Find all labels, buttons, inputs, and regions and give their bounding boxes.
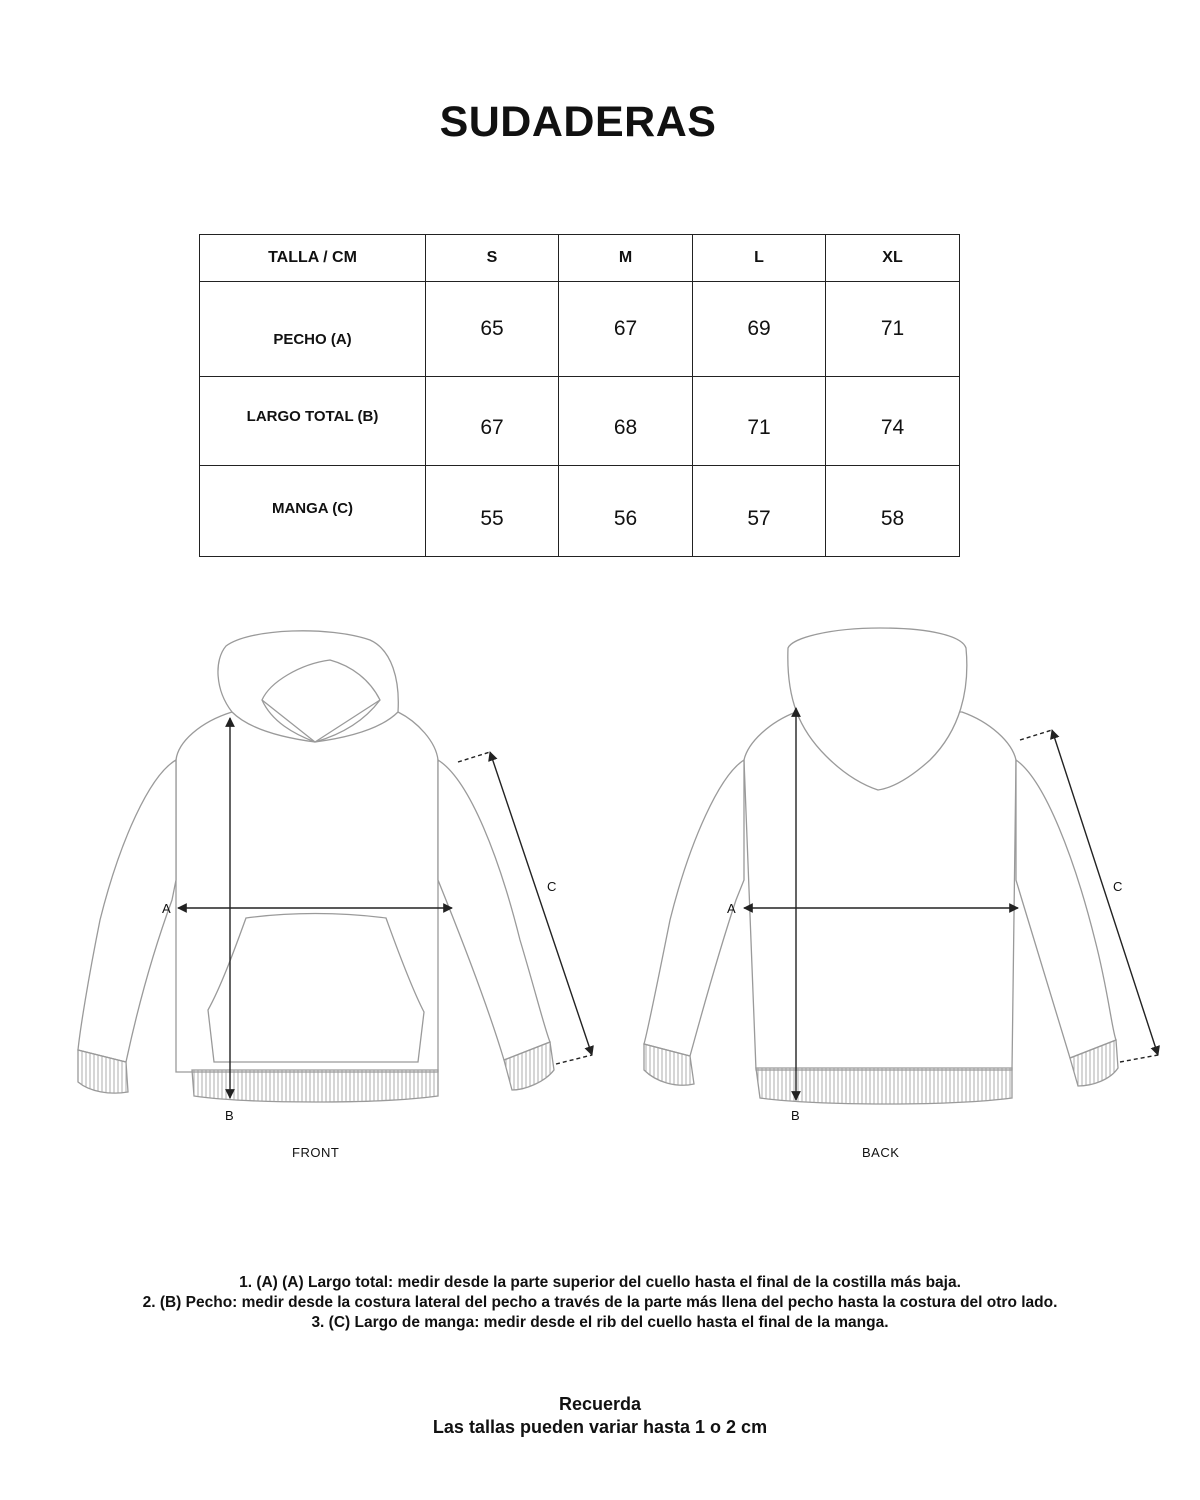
- reminder-heading: Recuerda: [558, 1394, 642, 1414]
- table-cell: 74: [826, 377, 960, 466]
- row-label-chest: PECHO (A): [200, 282, 426, 377]
- back-marker-a: A: [727, 901, 736, 916]
- table-cell: 65: [426, 282, 559, 377]
- header-size-m: M: [559, 235, 693, 282]
- reminder-block: [0, 1393, 1200, 1439]
- table-cell: 55: [426, 466, 559, 557]
- front-marker-c: C: [547, 879, 557, 894]
- front-marker-b: B: [225, 1108, 234, 1123]
- size-table: [199, 234, 960, 557]
- table-cell: 67: [426, 377, 559, 466]
- header-size-xl: XL: [826, 235, 960, 282]
- table-cell: 56: [559, 466, 693, 557]
- table-cell: 69: [693, 282, 826, 377]
- header-size-l: L: [693, 235, 826, 282]
- reminder-text: Las tallas pueden variar hasta 1 o 2 cm: [432, 1417, 768, 1437]
- measurement-notes: [0, 1273, 1200, 1333]
- back-marker-b: B: [791, 1108, 800, 1123]
- table-row: [200, 282, 960, 377]
- hoodie-diagrams: [0, 600, 1200, 1180]
- table-cell: 68: [559, 377, 693, 466]
- note-item: 3. (C) Largo de manga: medir desde el rib del cuello hasta el final de la manga.: [311, 1314, 889, 1331]
- note-item: 1. (A) (A) Largo total: medir desde la parte superior del cuello hasta el final de la costilla más baja.: [239, 1274, 961, 1291]
- header-size-s: S: [426, 235, 559, 282]
- table-cell: 57: [693, 466, 826, 557]
- front-hoodie-illustration: [78, 631, 557, 1102]
- row-label-sleeve: MANGA (C): [200, 466, 426, 557]
- table-header-row: [200, 235, 960, 282]
- table-cell: 58: [826, 466, 960, 557]
- table-cell: 71: [693, 377, 826, 466]
- back-view-label: BACK: [862, 1145, 900, 1160]
- front-marker-a: A: [162, 901, 171, 916]
- table-cell: 67: [559, 282, 693, 377]
- back-hoodie-illustration: [644, 628, 1118, 1104]
- table-row: [200, 466, 960, 557]
- row-label-total-length: LARGO TOTAL (B): [200, 377, 426, 466]
- back-marker-c: C: [1113, 879, 1123, 894]
- note-item: 2. (B) Pecho: medir desde la costura lateral del pecho a través de la parte más llena del pecho hasta la costura del otro lado.: [142, 1294, 1058, 1311]
- page-title: SUDADERAS: [439, 98, 717, 146]
- front-view-label: FRONT: [292, 1145, 340, 1160]
- table-cell: 71: [826, 282, 960, 377]
- table-row: [200, 377, 960, 466]
- header-size-cm: TALLA / CM: [200, 235, 426, 282]
